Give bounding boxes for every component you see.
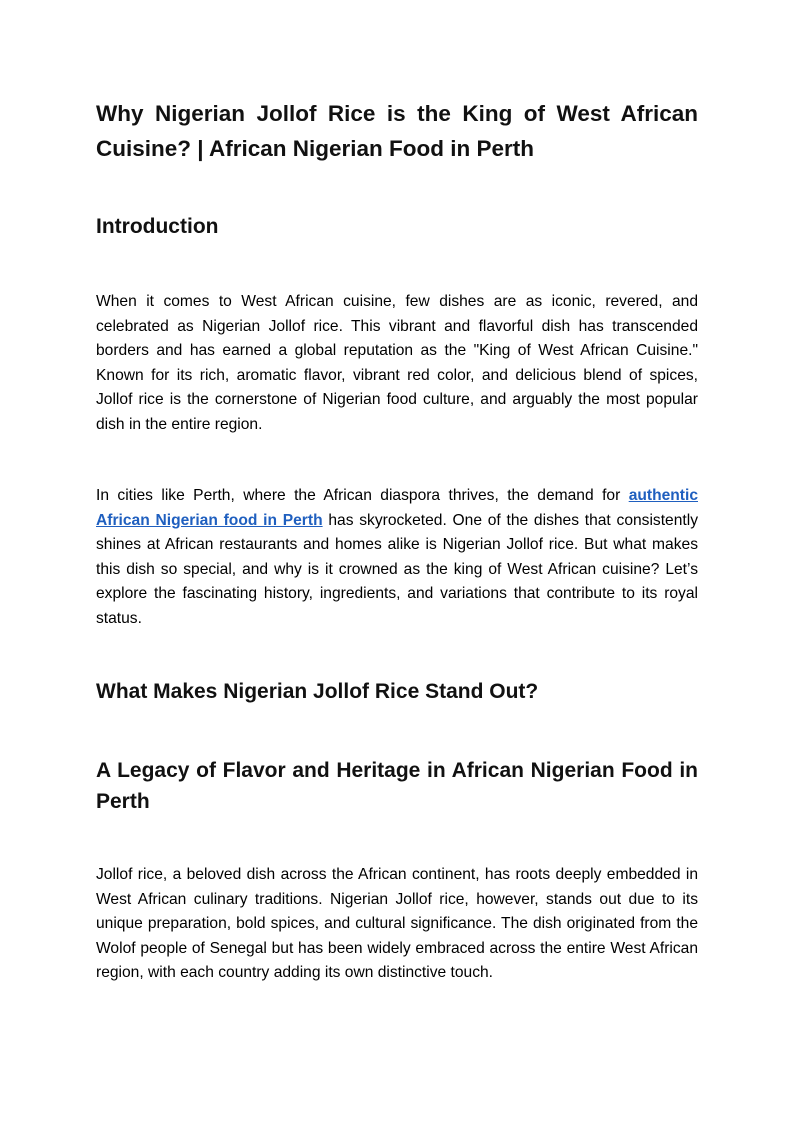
introduction-heading: Introduction <box>96 215 219 238</box>
authentic-food-link[interactable]: authentic African Nigerian food in Perth <box>96 487 698 529</box>
standout-heading: What Makes Nigerian Jollof Rice Stand Out? <box>96 680 539 703</box>
introduction-paragraph-2 <box>96 484 698 631</box>
introduction-paragraph-1: When it comes to West African cuisine, few dishes are as iconic, revered, and celebrated as Nigerian Jollof rice. This vibrant and flavorful dish has transcended borders and has earned a global reputation as the "King of West African Cuisine." Known for its rich, aromatic flavor, vibrant red color, and delicious blend of spices, Jollof rice is the cornerstone of Nigerian food culture, and arguably the most popular dish in the entire region. <box>96 293 698 433</box>
paragraph-text-before-link: In cities like Perth, where the African diaspora thrives, the demand for <box>96 487 629 504</box>
paragraph-text-after-link: has skyrocketed. One of the dishes that consistently shines at African restaurants and homes alike is Nigerian Jollof rice. But what makes this dish so special, and why is it crowned as the king of West African cuisine? Let’s explore the fascinating history, ingredients, and variations that contribute to its royal status. <box>96 511 698 627</box>
page-title: Why Nigerian Jollof Rice is the King of West African Cuisine? | African Nigerian Food in Perth <box>96 101 698 161</box>
legacy-paragraph: Jollof rice, a beloved dish across the African continent, has roots deeply embedded in West African culinary traditions. Nigerian Jollof rice, however, stands out due to its unique preparation, bold spices, and cultural significance. The dish originated from the Wolof people of Senegal but has been widely embraced across the entire West African region, with each country adding its own distinctive touch. <box>96 866 698 981</box>
legacy-heading: A Legacy of Flavor and Heritage in African Nigerian Food in Perth <box>96 759 698 813</box>
